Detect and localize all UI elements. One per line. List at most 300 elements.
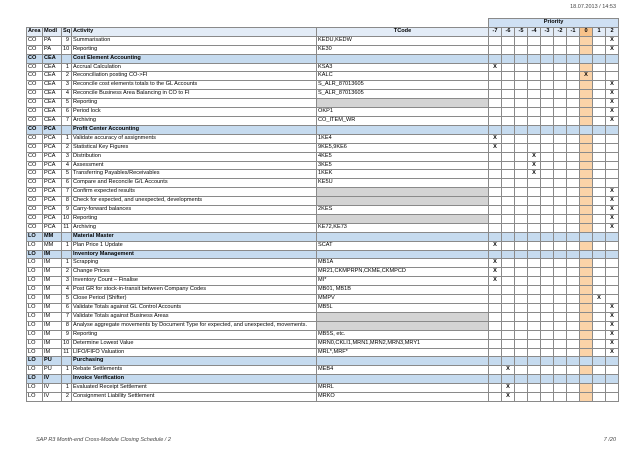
priority-cell [528,134,541,143]
priority-cell [554,384,567,393]
priority-cell [567,241,580,250]
priority-cell [502,348,515,357]
priority-cell [502,268,515,277]
priority-cell [502,295,515,304]
priority-cell [528,393,541,402]
priority-cell [541,250,554,259]
priority-cell [593,108,606,117]
priority-cell [515,108,528,117]
section-header-row [27,54,619,63]
priority-cell [502,54,515,63]
activity-cell: Reporting [72,330,317,339]
tcode-cell: MEB4 [317,366,489,375]
priority-cell [515,170,528,179]
activity-cell: Consignment Liability Settlement [72,393,317,402]
section-title: Purchasing [72,357,317,366]
tcode-cell [317,188,489,197]
priority-cell: X [489,241,502,250]
priority-cell [515,339,528,348]
priority-cell [580,197,593,206]
priority-cell [567,295,580,304]
priority-cell: X [606,321,619,330]
priority-cell [502,152,515,161]
activity-row [27,206,619,215]
priority-cell [528,108,541,117]
area-cell: CO [27,170,43,179]
module-cell: PA [43,45,62,54]
priority-cell [528,375,541,384]
priority-cell [554,161,567,170]
priority-cell [489,393,502,402]
priority-cell [554,108,567,117]
priority-cell: X [502,384,515,393]
priority-cell [489,250,502,259]
priority-cell [606,384,619,393]
sq-cell [62,250,72,259]
tcode-cell: MB5S, etc. [317,330,489,339]
area-cell: CO [27,223,43,232]
priority-cell [580,286,593,295]
area-cell: LO [27,321,43,330]
priority-cell [489,108,502,117]
priority-cell [580,366,593,375]
priority-cell [528,312,541,321]
activity-cell: Compare and Reconcile G/L Accounts [72,179,317,188]
activity-cell: Accrual Calculation [72,63,317,72]
activity-row [27,170,619,179]
priority-cell [606,357,619,366]
priority-cell [593,223,606,232]
priority-cell [593,286,606,295]
priority-cell [554,54,567,63]
priority-cell [541,241,554,250]
priority-cell [515,250,528,259]
priority-cell [515,116,528,125]
priority-cell [528,277,541,286]
priority-cell [502,232,515,241]
sq-cell: 4 [62,286,72,295]
priority-cell [554,259,567,268]
activity-row [27,134,619,143]
priority-cell [593,63,606,72]
area-cell: CO [27,188,43,197]
priority-cell [593,384,606,393]
activity-row [27,295,619,304]
priority-cell [554,36,567,45]
module-cell: IM [43,277,62,286]
col-activity: Activity [72,27,317,36]
activity-cell: Carry-forward balances [72,206,317,215]
area-cell: CO [27,108,43,117]
priority-cell [515,90,528,99]
activity-cell: Distribution [72,152,317,161]
priority-cell [489,375,502,384]
priority-cell [593,152,606,161]
priority-cell [580,250,593,259]
priority-cell: X [606,339,619,348]
priority-cell [554,232,567,241]
activity-cell: Reporting [72,99,317,108]
priority-cell [528,241,541,250]
priority-cell [541,393,554,402]
tcode-cell: OKP1 [317,108,489,117]
priority-cell [606,54,619,63]
tcode-cell: MR21,CKMPRPN,CKME,CKMPCD [317,268,489,277]
tcode-cell: 4KE5 [317,152,489,161]
priority-cell [528,125,541,134]
priority-cell: X [606,45,619,54]
priority-cell [593,393,606,402]
priority-cell: X [606,108,619,117]
priority-cell [567,72,580,81]
priority-cell [606,152,619,161]
sq-cell: 1 [62,366,72,375]
priority-cell [541,295,554,304]
priority-cell [606,250,619,259]
priority-cell [541,339,554,348]
section-title: Inventory Management [72,250,317,259]
area-cell: LO [27,250,43,259]
activity-row [27,45,619,54]
sq-cell: 4 [62,161,72,170]
priority-cell [528,295,541,304]
priority-cell [554,152,567,161]
sq-cell: 11 [62,223,72,232]
priority-cell [554,81,567,90]
priority-cell [528,286,541,295]
activity-row [27,116,619,125]
priority-cell [515,134,528,143]
activity-cell: Period lock [72,108,317,117]
priority-cell [489,330,502,339]
section-header-row [27,357,619,366]
priority-cell [567,81,580,90]
priority-cell [515,81,528,90]
activity-row [27,268,619,277]
priority-cell [580,232,593,241]
priority-cell [541,99,554,108]
sq-cell: 1 [62,63,72,72]
activity-cell: Evaluated Receipt Settlement [72,384,317,393]
module-cell: PCA [43,161,62,170]
priority-cell [489,384,502,393]
sq-cell: 2 [62,268,72,277]
priority-cell [554,312,567,321]
priority-cell [554,286,567,295]
priority-cell [567,286,580,295]
priority-cell [502,179,515,188]
priority-cell [593,330,606,339]
area-cell: LO [27,339,43,348]
priority-cell [502,170,515,179]
priority-cell [567,63,580,72]
activity-row [27,321,619,330]
area-cell: CO [27,81,43,90]
area-cell: LO [27,259,43,268]
priority-cell [515,259,528,268]
module-cell: IM [43,339,62,348]
priority-cell [502,375,515,384]
priority-cell [515,197,528,206]
priority-cell [567,232,580,241]
priority-cell [541,45,554,54]
activity-cell: Reconciliation posting CO->FI [72,72,317,81]
activity-row [27,36,619,45]
priority-cell [606,259,619,268]
priority-cell [515,206,528,215]
priority-cell [567,268,580,277]
priority-cell: X [606,348,619,357]
priority-cell [567,179,580,188]
module-cell: PCA [43,170,62,179]
module-cell: IM [43,330,62,339]
activity-row [27,108,619,117]
activity-row [27,277,619,286]
tcode-cell [317,54,489,63]
priority-cell: X [528,170,541,179]
priority-cell [489,179,502,188]
module-cell: PCA [43,179,62,188]
priority-cell [567,384,580,393]
priority-cell [580,214,593,223]
priority-cell [515,321,528,330]
activity-cell: Post GR for stock-in-transit between Company Codes [72,286,317,295]
activity-row [27,259,619,268]
activity-row [27,179,619,188]
priority-cell [541,170,554,179]
sq-cell: 7 [62,188,72,197]
priority-cell [567,259,580,268]
activity-row [27,81,619,90]
priority-cell [567,161,580,170]
priority-cell [515,54,528,63]
module-cell: IM [43,312,62,321]
activity-row [27,348,619,357]
priority-cell [502,223,515,232]
timestamp: 18.07.2013 / 14:53 [570,4,616,10]
tcode-cell [317,357,489,366]
sq-cell: 10 [62,45,72,54]
priority-col-header: -1 [567,27,580,36]
activity-cell: Close Period (Shifter) [72,295,317,304]
priority-col-header: 0 [580,27,593,36]
priority-cell [515,188,528,197]
area-cell: LO [27,277,43,286]
priority-cell [567,116,580,125]
priority-cell [593,348,606,357]
priority-cell [489,45,502,54]
priority-col-header: -7 [489,27,502,36]
tcode-cell: MB1A [317,259,489,268]
priority-cell: X [606,36,619,45]
module-cell: PU [43,366,62,375]
sq-cell [62,125,72,134]
priority-cell [541,81,554,90]
priority-cell [528,348,541,357]
priority-cell [502,330,515,339]
module-cell: IV [43,393,62,402]
tcode-cell [317,250,489,259]
priority-cell [580,116,593,125]
priority-cell [554,339,567,348]
tcode-cell: MB01, MB1B [317,286,489,295]
priority-cell [502,321,515,330]
priority-cell [554,99,567,108]
priority-cell [593,232,606,241]
activity-cell: Rebate Settlements [72,366,317,375]
sq-cell [62,232,72,241]
priority-cell [580,241,593,250]
priority-cell [528,116,541,125]
priority-cell [528,197,541,206]
priority-cell [606,295,619,304]
priority-cell [554,134,567,143]
sq-cell: 1 [62,134,72,143]
priority-cell [593,161,606,170]
module-cell: PCA [43,197,62,206]
priority-cell [541,259,554,268]
priority-cell: X [606,330,619,339]
area-cell: CO [27,161,43,170]
priority-cell [593,143,606,152]
activity-row [27,197,619,206]
activity-row [27,339,619,348]
sq-cell: 2 [62,393,72,402]
priority-cell [580,125,593,134]
tcode-cell: KE72,KE73 [317,223,489,232]
closing-schedule-table [26,18,619,402]
activity-cell: Analyse aggregate movements by Document Type for expected, and unexpected, movements. [72,321,317,330]
priority-col-header: -3 [541,27,554,36]
priority-cell [606,241,619,250]
priority-cell [489,223,502,232]
sq-cell: 3 [62,81,72,90]
priority-cell [515,72,528,81]
module-cell: CEA [43,81,62,90]
priority-cell [554,348,567,357]
priority-cell [580,330,593,339]
priority-cell [515,268,528,277]
col-tcode: TCode [317,27,489,36]
priority-cell [528,304,541,313]
priority-cell [554,250,567,259]
tcode-cell: 9KE5,9KE6 [317,143,489,152]
priority-cell [502,90,515,99]
tcode-cell: KALC [317,72,489,81]
priority-cell [528,384,541,393]
priority-cell [502,312,515,321]
priority-cell [502,36,515,45]
priority-cell [502,161,515,170]
priority-cell [541,188,554,197]
priority-cell [567,304,580,313]
priority-cell [541,72,554,81]
activity-cell: Summarisation [72,36,317,45]
priority-cell [528,72,541,81]
priority-cell [541,134,554,143]
priority-col-header: 2 [606,27,619,36]
priority-cell [515,223,528,232]
priority-cell [567,152,580,161]
priority-cell [593,125,606,134]
priority-cell [580,375,593,384]
priority-cell [567,36,580,45]
module-cell: IM [43,286,62,295]
priority-cell [502,277,515,286]
priority-cell [593,366,606,375]
tcode-cell: 1KEK [317,170,489,179]
priority-cell [528,268,541,277]
priority-cell [528,54,541,63]
priority-cell [606,393,619,402]
activity-row [27,214,619,223]
activity-cell: Determine Lowest Value [72,339,317,348]
tcode-cell [317,99,489,108]
sq-cell: 9 [62,330,72,339]
sq-cell: 6 [62,179,72,188]
activity-row [27,63,619,72]
activity-cell: Validate Totals against Business Areas [72,312,317,321]
activity-cell: Assessment [72,161,317,170]
priority-cell [541,161,554,170]
priority-cell [554,116,567,125]
sq-cell: 5 [62,170,72,179]
priority-cell [528,321,541,330]
priority-cell [515,179,528,188]
page-number: 7 /20 [603,437,616,443]
priority-cell [515,295,528,304]
module-cell: MM [43,232,62,241]
priority-cell [528,81,541,90]
footer-title: SAP R3 Month-end Cross-Module Closing Schedule / 2 [36,437,171,443]
activity-cell: Validate accuracy of assignments [72,134,317,143]
priority-cell [580,277,593,286]
priority-cell [606,143,619,152]
priority-cell [554,330,567,339]
priority-cell [593,339,606,348]
area-cell: LO [27,384,43,393]
activity-row [27,312,619,321]
priority-cell [593,36,606,45]
priority-cell [580,81,593,90]
tcode-cell: 3KE5 [317,161,489,170]
priority-cell [502,143,515,152]
area-cell: CO [27,206,43,215]
section-title: Cost Element Accounting [72,54,317,63]
priority-cell [528,45,541,54]
activity-cell: Reconcile Business Area Balancing in CO to FI [72,90,317,99]
sq-cell: 7 [62,116,72,125]
priority-cell [567,250,580,259]
priority-cell [593,179,606,188]
priority-cell [489,312,502,321]
tcode-cell [317,312,489,321]
priority-cell [502,116,515,125]
priority-cell [489,188,502,197]
priority-cell [593,241,606,250]
priority-cell [489,295,502,304]
priority-cell [528,179,541,188]
priority-cell [593,45,606,54]
priority-cell [502,45,515,54]
priority-cell [554,197,567,206]
priority-cell [567,170,580,179]
area-cell: CO [27,72,43,81]
sq-cell: 9 [62,206,72,215]
priority-cell [541,286,554,295]
area-cell: CO [27,125,43,134]
tcode-cell: KE30 [317,45,489,54]
